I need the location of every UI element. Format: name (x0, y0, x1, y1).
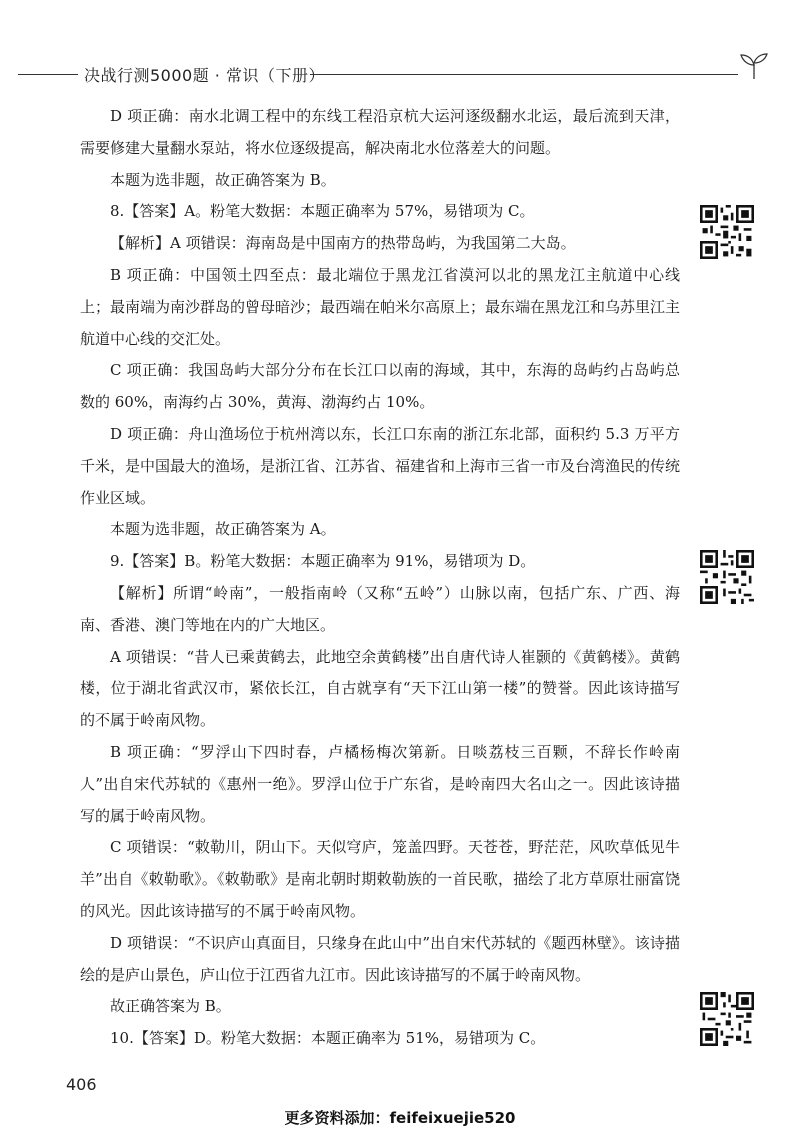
header-rule-left (18, 74, 78, 75)
page-number: 406 (66, 1075, 97, 1094)
paragraph-q7-option-d: D 项正确：南水北调工程中的东线工程沿京杭大运河逐级翻水北运，最后流到天津，需要修建大量翻水泵站，将水位逐级提高，解决南北水位落差大的问题。 (80, 107, 680, 157)
q9-option-c: C 项错误：“敕勒川，阴山下。天似穹庐，笼盖四野。天苍苍，野茫茫，风吹草低见牛羊”出自《敕勒歌》。《敕勒歌》是南北朝时期敕勒族的一首民歌，描绘了北方草原壮丽富饶的风光。因此该诗描写的不属于岭南风物。 (80, 838, 680, 920)
q8-option-b: B 项正确：中国领土四至点：最北端位于黑龙江省漠河以北的黑龙江主航道中心线上；最南端为南沙群岛的曾母暗沙；最西端在帕米尔高原上；最东端在黑龙江和乌苏里江主航道中心线的交汇处。 (80, 265, 681, 348)
qr-code-q8[interactable] (700, 205, 754, 259)
q9-option-a: A 项错误：“昔人已乘黄鹤去，此地空余黄鹤楼”出自唐代诗人崔颢的《黄鹤楼》。黄鹤楼，位于湖北省武汉市，紧依长江，自古就享有“天下江山第一楼”的赞誉。因此该诗描写的不属于岭南风物。 (80, 647, 680, 730)
q9-conclusion: 故正确答案为 B。 (110, 997, 231, 1016)
q9-option-b: B 项正确：“罗浮山下四时春，卢橘杨梅次第新。日啖荔枝三百颗，不辞长作岭南人”出自宋代苏轼的《惠州一绝》。罗浮山位于广东省，是岭南四大名山之一。因此该诗描写的属于岭南风物。 (80, 742, 680, 825)
q8-option-c: C 项正确：我国岛屿大部分分布在长江口以南的海域，其中，东海的岛屿约占岛屿总数的 60%，南海约占 30%，黄海、渤海约占 10%。 (80, 361, 680, 412)
header-title: 决战行测5000题 · 常识（下册） (84, 66, 325, 85)
paragraph-q7-conclusion: 本题为选非题，故正确答案为 B。 (110, 170, 336, 189)
qr-code-q10[interactable] (700, 992, 754, 1046)
header-rule-right (310, 74, 738, 75)
qr-code-icon (700, 550, 754, 604)
q9-analysis: 【解析】所谓“岭南”，一般指南岭（又称“五岭”）山脉以南，包括广东、广西、海南、香港、澳门等地在内的广大地区。 (80, 583, 680, 634)
sprout-icon (736, 52, 772, 80)
q10-answer: 10.【答案】D。粉笔大数据：本题正确率为 51%，易错项为 C。 (110, 1029, 546, 1048)
q8-option-d: D 项正确：舟山渔场位于杭州湾以东，长江口东南的浙江东北部，面积约 5.3 万平方千米，是中国最大的渔场，是浙江省、江苏省、福建省和上海市三省一市及台湾渔民的传统作业区域。 (80, 424, 681, 507)
q8-analysis: 【解析】A 项错误：海南岛是中国南方的热带岛屿，为我国第二大岛。 (110, 234, 576, 253)
qr-code-icon (700, 205, 754, 259)
qr-code-q9[interactable] (700, 550, 754, 604)
q9-answer: 9.【答案】B。粉笔大数据：本题正确率为 91%，易错项为 D。 (110, 552, 536, 571)
qr-code-icon (700, 992, 754, 1046)
q9-option-d: D 项错误：“不识庐山真面目，只缘身在此山中”出自宋代苏轼的《题西林壁》。该诗描绘的是庐山景色，庐山位于江西省九江市。因此该诗描写的不属于岭南风物。 (80, 933, 680, 984)
answer-explanations (80, 101, 680, 1055)
q8-answer: 8.【答案】A。粉笔大数据：本题正确率为 57%，易错项为 C。 (110, 202, 535, 221)
q8-conclusion: 本题为选非题，故正确答案为 A。 (110, 520, 336, 539)
footer-contact-note: 更多资料添加：feifeixuejie520 (284, 1109, 516, 1127)
running-header (18, 52, 778, 92)
